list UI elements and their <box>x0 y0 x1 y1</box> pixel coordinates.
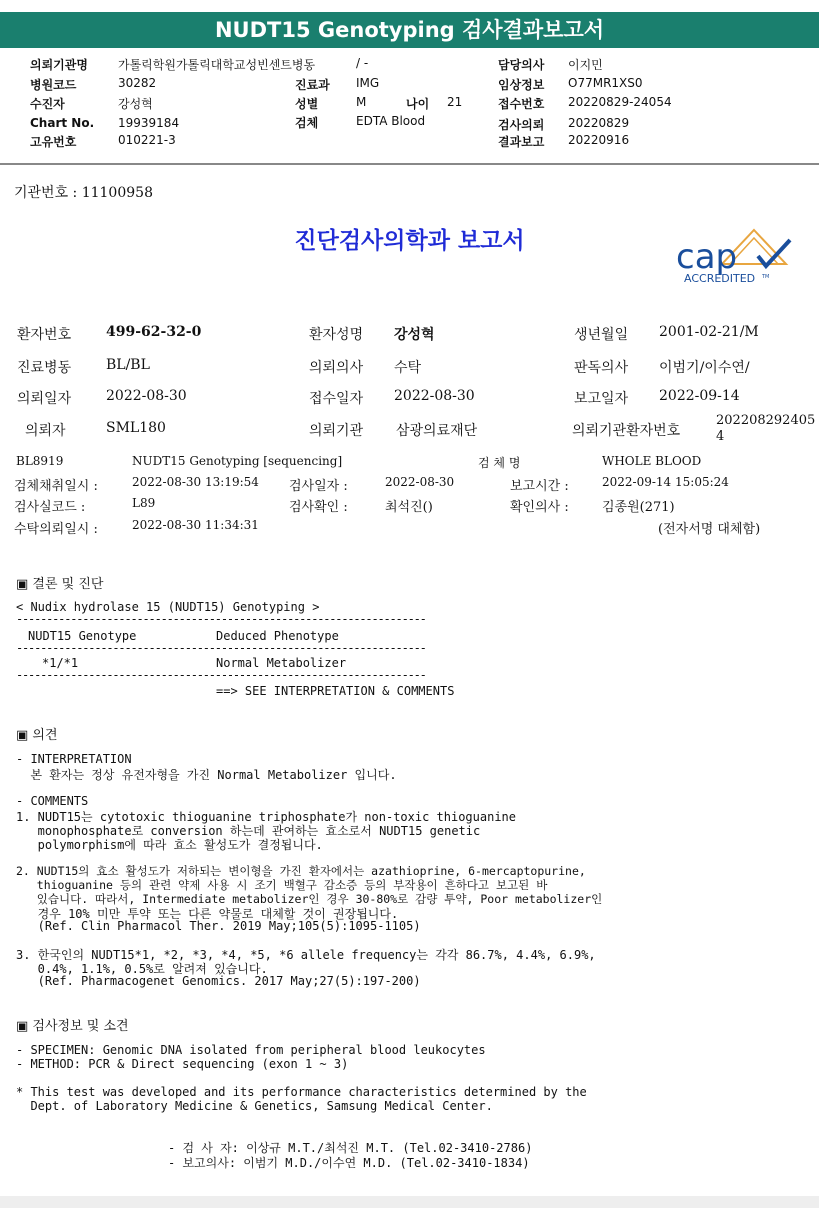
testinfo-method: - METHOD: PCR & Direct sequencing (exon 1 ~ 3) <box>16 1057 349 1071</box>
rep-time-label: 보고시간 : <box>510 479 569 494</box>
testinfo-note-2: Dept. of Laboratory Medicine & Genetics, Samsung Medical Center. <box>16 1099 493 1113</box>
org-pt-no-value-1: 202208292405 <box>716 413 816 428</box>
confirm-label: 검사확인 : <box>289 500 348 515</box>
comment-2-line-1: 2. NUDT15의 효소 활성도가 저하되는 변이형을 가진 환자에서는 azathioprine, 6-mercaptopurine, <box>16 864 586 878</box>
test-date-label: 검사일자 : <box>289 479 348 494</box>
clinical-value: O77MR1XS0 <box>568 76 643 90</box>
result-genotype-value: *1/*1 <box>42 656 79 670</box>
chart-no-label: Chart No. <box>30 116 95 130</box>
chart-no-value: 19939184 <box>118 116 180 130</box>
sex-label: 성별 <box>295 97 319 111</box>
verifier-label: 확인의사 : <box>510 500 569 515</box>
dept-value: IMG <box>356 76 380 90</box>
institution-number: 기관번호 : 11100958 <box>14 185 153 201</box>
specimen-value: EDTA Blood <box>356 114 426 128</box>
dob-label: 생년월일 <box>574 327 629 343</box>
doctor-value-2: 수탁 <box>394 360 422 376</box>
rep-time-value: 2022-09-14 15:05:24 <box>602 475 729 489</box>
patient-label: 수진자 <box>30 97 65 111</box>
result-subtitle: < Nudix hydrolase 15 (NUDT15) Genotyping > <box>16 600 320 614</box>
comment-2-line-5: (Ref. Clin Pharmacol Ther. 2019 May;105(5):1095-1105) <box>16 919 421 933</box>
report-banner-title: NUDT15 Genotyping 검사결과보고서 <box>0 12 819 48</box>
result-divider-1: -------------------------------------------------------------------- <box>16 612 426 626</box>
opinion-heading: ▣ 의견 <box>16 728 58 743</box>
consign-value: 2022-08-30 11:34:31 <box>132 518 259 532</box>
doctor-value: 이지민 <box>568 58 603 72</box>
interpretation-title: - INTERPRETATION <box>16 752 132 766</box>
result-col-phenotype: Deduced Phenotype <box>216 629 339 643</box>
comment-1-line-1: 1. NUDT15는 cytotoxic thioguanine triphosphate가 non-toxic thioguanine <box>16 810 517 824</box>
comment-2-line-4: 경우 10% 미만 투약 또는 다른 약물로 대체할 것이 권장됩니다. <box>16 907 399 921</box>
verifier-value: 김종원(271) <box>602 500 675 515</box>
esign-note: (전자서명 대체함) <box>658 522 761 537</box>
comment-3-line-2: 0.4%, 1.1%, 0.5%로 알려져 있습니다. <box>16 962 268 976</box>
test-specimen-label: 검 체 명 <box>478 456 521 470</box>
req-inst-value: 가톨릭학원가톨릭대학교성빈센트병동 <box>118 58 316 72</box>
result-see-note: ==> SEE INTERPRETATION & COMMENTS <box>216 684 455 698</box>
name-value: 강성혁 <box>394 327 435 343</box>
rep-date-label: 보고일자 <box>574 391 629 407</box>
examiner-line: - 검 사 자: 이상규 M.T./최석진 M.T. (Tel.02-3410-2786) <box>168 1141 533 1155</box>
req-date-value: 20220829 <box>568 116 630 130</box>
test-specimen-value: WHOLE BLOOD <box>602 454 702 468</box>
rep-date-value: 2022-09-14 <box>659 388 740 404</box>
comment-3-line-1: 3. 한국인의 NUDT15*1, *2, *3, *4, *5, *6 allele frequency는 각각 86.7%, 4.4%, 6.9%, <box>16 948 596 962</box>
interpretation-text: 본 환자는 정상 유전자형을 가진 Normal Metabolizer 입니다. <box>16 768 397 782</box>
hosp-code-value: 30282 <box>118 76 157 90</box>
ward-value-2: BL/BL <box>106 357 150 373</box>
age-label: 나이 <box>406 97 430 111</box>
testinfo-specimen: - SPECIMEN: Genomic DNA isolated from peripheral blood leukocytes <box>16 1043 486 1057</box>
req-date-label: 검사의뢰 <box>498 118 545 132</box>
report-title: 진단검사의학과 보고서 <box>294 227 525 254</box>
comment-1-line-2: monophosphate로 conversion 하는데 관여하는 효소로서 NUDT15 genetic <box>16 824 481 838</box>
reader-label: 판독의사 <box>574 360 629 376</box>
collect-value: 2022-08-30 13:19:54 <box>132 475 259 489</box>
confirm-value: 최석진() <box>385 500 433 515</box>
cap-logo-subtext: ACCREDITED <box>684 272 756 285</box>
org-pt-no-value-2: 4 <box>716 429 725 444</box>
lab-code-value: L89 <box>132 496 156 510</box>
requester-label: 의뢰자 <box>25 423 66 439</box>
dept-label: 진료과 <box>295 78 330 92</box>
recv-date-value: 2022-08-30 <box>394 388 475 404</box>
age-value: 21 <box>447 95 463 109</box>
result-col-genotype: NUDT15 Genotype <box>28 629 137 643</box>
receipt-value: 20220829-24054 <box>568 95 672 109</box>
recv-date-label: 접수일자 <box>309 391 364 407</box>
req-date-label-2: 의뢰일자 <box>17 391 72 407</box>
comment-2-line-3: 있습니다. 따라서, Intermediate metabolizer인 경우 30-80%로 감량 투약, Poor metabolizer인 <box>16 892 603 906</box>
comment-3-line-3: (Ref. Pharmacogenet Genomics. 2017 May;27(5):197-200) <box>16 974 421 988</box>
result-divider-2: -------------------------------------------------------------------- <box>16 641 426 655</box>
req-date-value-2: 2022-08-30 <box>106 388 187 404</box>
result-divider-3: -------------------------------------------------------------------- <box>16 668 426 682</box>
hosp-code-label: 병원코드 <box>30 78 77 92</box>
test-code: BL8919 <box>16 454 64 468</box>
header-divider <box>0 163 819 165</box>
cap-logo-text: cap <box>676 237 738 277</box>
name-label: 환자성명 <box>309 327 364 343</box>
req-org-label: 의뢰기관 <box>309 423 364 439</box>
dob-value: 2001-02-21/M <box>659 324 759 340</box>
bottom-bar <box>0 1196 819 1208</box>
test-date-value: 2022-08-30 <box>385 475 455 489</box>
test-name: NUDT15 Genotyping [sequencing] <box>132 454 343 468</box>
reg-no-value: 499-62-32-0 <box>106 324 202 340</box>
result-phenotype-value: Normal Metabolizer <box>216 656 347 670</box>
testinfo-heading: ▣ 검사정보 및 소견 <box>16 1019 129 1034</box>
specimen-label: 검체 <box>295 116 319 130</box>
reader-value: 이범기/이수연/ <box>659 360 750 376</box>
consign-label: 수탁의뢰일시 : <box>14 522 98 537</box>
patient-value: 강성혁 <box>118 97 153 111</box>
doctor-label-2: 의뢰의사 <box>309 360 364 376</box>
result-heading: ▣ 결론 및 진단 <box>16 577 104 592</box>
clinical-label: 임상정보 <box>498 78 545 92</box>
comments-title: - COMMENTS <box>16 794 89 808</box>
sex-value: M <box>356 95 367 109</box>
cap-logo-tm: TM <box>762 274 770 280</box>
reg-no-label: 환자번호 <box>17 327 72 343</box>
cap-accredited-logo <box>666 222 798 292</box>
unique-no-value: 010221-3 <box>118 133 176 147</box>
requester-value: SML180 <box>106 420 166 436</box>
org-pt-no-label: 의뢰기관환자번호 <box>572 423 681 439</box>
receipt-label: 접수번호 <box>498 97 545 111</box>
collect-label: 검체채취일시 : <box>14 479 98 494</box>
unique-no-label: 고유번호 <box>30 135 77 149</box>
comment-1-line-3: polymorphism에 따라 효소 활성도가 결정됩니다. <box>16 838 323 852</box>
ward-value: / - <box>356 56 369 70</box>
comment-2-line-2: thioguanine 등의 관련 약제 사용 시 조기 백혈구 감소증 등의 부작용이 흔하다고 보고된 바 <box>16 878 548 892</box>
testinfo-note-1: * This test was developed and its performance characteristics determined by the <box>16 1085 587 1099</box>
report-date-label: 결과보고 <box>498 135 545 149</box>
req-org-value: 삼광의료재단 <box>396 423 478 439</box>
report-date-value: 20220916 <box>568 133 630 147</box>
ward-label-2: 진료병동 <box>17 360 72 376</box>
req-inst-label: 의뢰기관명 <box>30 58 88 72</box>
doctor-label: 담당의사 <box>498 58 545 72</box>
lab-code-label: 검사실코드 : <box>14 500 86 515</box>
reporter-line: - 보고의사: 이범기 M.D./이수연 M.D. (Tel.02-3410-1834) <box>168 1156 530 1170</box>
